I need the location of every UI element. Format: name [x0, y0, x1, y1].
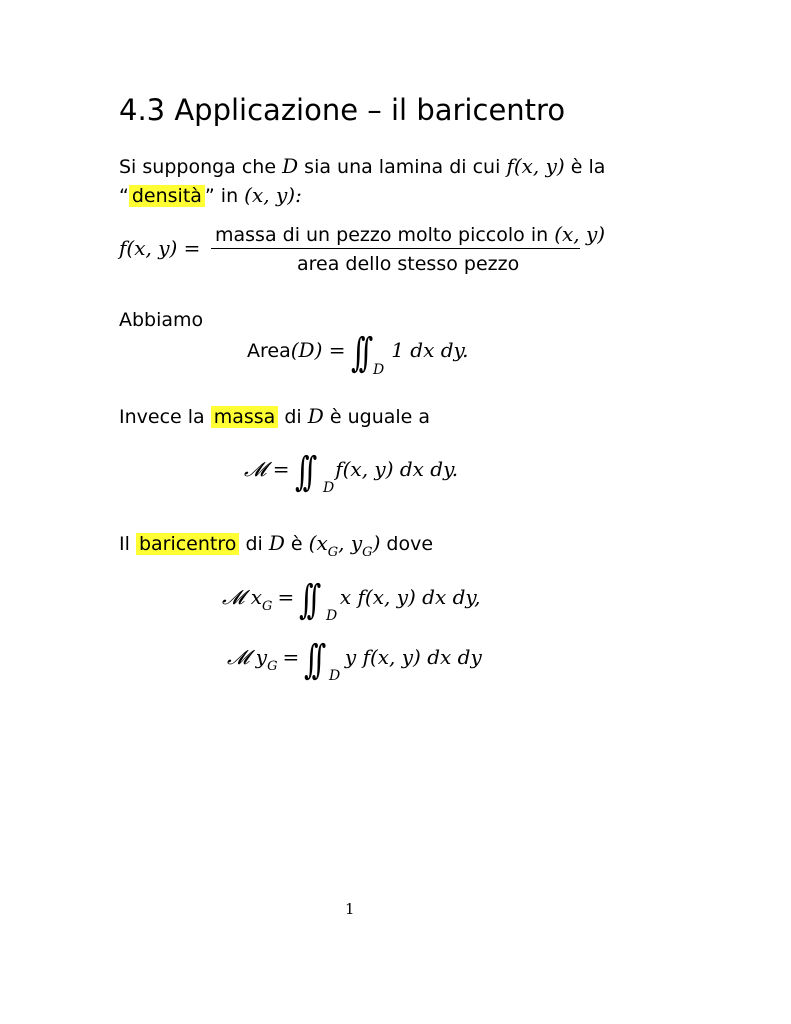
- mass-formula: [244, 449, 458, 495]
- centroid-formula-y: [227, 637, 482, 683]
- intro-text-2: sia una lamina di cui: [304, 156, 501, 178]
- integrand-y: y f(x, y) dx dy: [344, 645, 482, 669]
- area-formula: [247, 330, 469, 376]
- lhs-sub: G: [262, 599, 273, 614]
- double-integral-symbol: ∫∫: [304, 637, 320, 683]
- var-D: D: [268, 531, 285, 555]
- centroid-text-4: dove: [386, 533, 434, 555]
- double-integral-symbol: ∫∫: [294, 449, 310, 495]
- open-quote: “: [119, 185, 129, 207]
- fraction-bar: [211, 248, 580, 249]
- centroid-text-3: è: [290, 533, 303, 555]
- double-integral-symbol: ∫∫: [350, 330, 366, 376]
- intro-text-3: è la: [570, 156, 606, 178]
- var-D: D: [307, 404, 324, 428]
- abbiamo-label: Abbiamo: [119, 309, 204, 331]
- density-lhs: f(x, y) =: [119, 236, 201, 260]
- lhs-mx: 𝓜 x: [222, 585, 263, 609]
- section-heading: 4.3 Applicazione – il baricentro: [119, 93, 566, 127]
- area-word: Area: [247, 340, 291, 362]
- integrand-x: x f(x, y) dx dy,: [339, 585, 481, 609]
- highlight-mass: massa: [211, 406, 279, 428]
- lhs-my: 𝓜 y: [227, 645, 268, 669]
- intro-text-4: in: [220, 185, 239, 207]
- lhs-sub: G: [267, 659, 278, 674]
- fraction-numerator: [215, 222, 605, 246]
- intro-line-1: [119, 154, 605, 178]
- f-of-xy: f(x, y): [506, 154, 565, 178]
- mass-domain: D: [323, 480, 335, 496]
- close-quote: ”: [204, 185, 215, 207]
- mass-text-2: di: [284, 406, 302, 428]
- double-integral-symbol: ∫∫: [299, 577, 315, 623]
- numerator-math: (x, y): [554, 222, 606, 246]
- page-number: 1: [345, 900, 355, 918]
- fraction-denominator: area dello stesso pezzo: [297, 253, 520, 275]
- numerator-text: massa di un pezzo molto piccolo in: [215, 224, 549, 246]
- area-lhs-math: (D) =: [290, 338, 346, 362]
- mass-sentence: [119, 404, 430, 428]
- centroid-coords: ($x_G$, $y_G$): [308, 531, 381, 560]
- intro-text-1: Si supponga che: [119, 156, 277, 178]
- centroid-text-1: Il: [119, 533, 130, 555]
- area-domain: D: [373, 362, 385, 378]
- highlight-centroid: baricentro: [136, 533, 239, 555]
- equals: =: [277, 585, 295, 609]
- mass-text-1: Invece la: [119, 406, 205, 428]
- xy-point: (x, y):: [244, 183, 302, 207]
- area-integrand: 1 dx dy.: [391, 338, 469, 362]
- equals: =: [282, 645, 300, 669]
- mass-text-3: è uguale a: [329, 406, 431, 428]
- var-D: D: [282, 154, 299, 178]
- domain-y: D: [329, 668, 341, 684]
- mass-lhs: 𝓜 =: [244, 457, 290, 481]
- centroid-formula-x: [222, 577, 480, 623]
- intro-line-2: [119, 183, 302, 207]
- domain-x: D: [326, 608, 338, 624]
- mass-integrand: f(x, y) dx dy.: [335, 457, 459, 481]
- centroid-sentence: [119, 531, 434, 560]
- centroid-text-2: di: [245, 533, 263, 555]
- highlight-density: densità: [129, 185, 205, 207]
